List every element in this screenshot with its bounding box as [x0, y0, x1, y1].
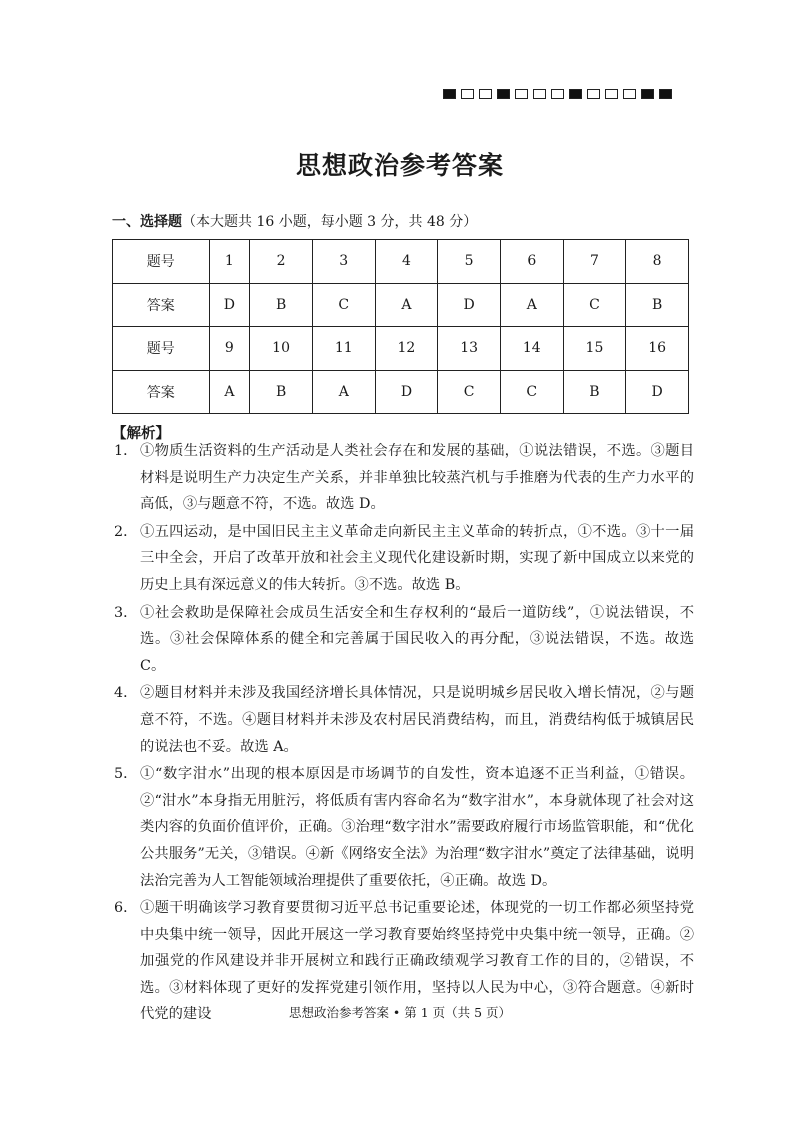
page-title: 思想政治参考答案	[295, 151, 504, 180]
filled-square-mark	[443, 89, 456, 99]
row-header-cell: 答案	[113, 370, 210, 414]
table-cell: B	[563, 370, 626, 414]
header-marks	[443, 89, 672, 99]
filled-square-mark	[497, 89, 510, 99]
table-cell: C	[312, 283, 375, 327]
empty-square-mark	[533, 89, 546, 99]
table-cell: 7	[563, 240, 626, 284]
answer-row	[113, 283, 689, 327]
filled-square-mark	[641, 89, 654, 99]
table-cell: 6	[500, 240, 563, 284]
table-cell: 4	[375, 240, 438, 284]
table-cell: D	[375, 370, 438, 414]
section-heading	[112, 211, 477, 231]
item-text: ①“数字泔水”出现的根本原因是市场调节的自发性，资本追逐不正当利益，①错误。②“泔水”本身指无用脏污，将低质有害内容命名为“数字泔水”，本身就体现了社会对这类内容的负面价值评价，正确。③治理“数字泔水”需要政府履行市场监管职能，和“优化公共服务”无关，③错误。④新《网络安全法》为治理“数字泔水”奠定了法律基础，说明法治完善为人工智能领域治理提供了重要依托，④正确。故选 D。	[140, 766, 694, 889]
item-number: 5．	[114, 766, 138, 783]
empty-square-mark	[461, 89, 474, 99]
filled-square-mark	[659, 89, 672, 99]
list-item	[114, 761, 694, 894]
row-header-cell: 答案	[113, 283, 210, 327]
list-item	[114, 600, 694, 680]
table-cell: 15	[563, 327, 626, 371]
table-cell: 5	[438, 240, 501, 284]
table-cell: 14	[500, 327, 563, 371]
item-number: 1．	[114, 443, 138, 459]
table-cell: 8	[626, 240, 689, 284]
table-cell: 13	[438, 327, 501, 371]
empty-square-mark	[479, 89, 492, 99]
item-number: 3．	[114, 604, 138, 621]
row-header-cell: 题号	[113, 327, 210, 371]
table-cell: A	[375, 283, 438, 327]
table-cell: D	[209, 283, 250, 327]
list-item	[114, 680, 694, 760]
analysis-list	[114, 437, 694, 1028]
table-cell: 16	[626, 327, 689, 371]
empty-square-mark	[515, 89, 528, 99]
table-cell: 1	[209, 240, 250, 284]
table-cell: A	[312, 370, 375, 414]
list-item	[114, 519, 694, 599]
page-footer: 思想政治参考答案 • 第 1 页（共 5 页）	[288, 1005, 512, 1020]
item-text: ①物质生活资料的生产活动是人类社会存在和发展的基础，①说法错误，不选。③题目材料是说明生产力决定生产关系，并非单独比较蒸汽机与手推磨为代表的生产力水平的高低，③与题意不符，不选。故选 D。	[140, 443, 694, 513]
table-cell: A	[500, 283, 563, 327]
question-number-row	[113, 240, 689, 284]
question-number-row	[113, 327, 689, 371]
answer-row	[113, 370, 689, 414]
table-cell: 2	[250, 240, 313, 284]
table-cell: 12	[375, 327, 438, 371]
empty-square-mark	[587, 89, 600, 99]
table-cell: 9	[209, 327, 250, 371]
item-text: ②题目材料并未涉及我国经济增长具体情况，只是说明城乡居民收入增长情况，②与题意不符，不选。④题目材料并未涉及农村居民消费结构，而且，消费结构低于城镇居民的说法也不妥。故选 A。	[140, 685, 694, 755]
table-cell: 3	[312, 240, 375, 284]
row-header-cell: 题号	[113, 240, 210, 284]
empty-square-mark	[551, 89, 564, 99]
table-cell: C	[563, 283, 626, 327]
answer-table	[112, 239, 689, 414]
table-cell: B	[250, 370, 313, 414]
empty-square-mark	[605, 89, 618, 99]
item-number: 2．	[114, 523, 138, 540]
table-cell: B	[626, 283, 689, 327]
section-note: （本大题共 16 小题，每小题 3 分，共 48 分）	[182, 214, 478, 230]
analysis-heading: 【解析】	[112, 425, 170, 442]
item-number: 4．	[114, 685, 138, 702]
filled-square-mark	[569, 89, 582, 99]
table-cell: 10	[250, 327, 313, 371]
table-cell: C	[500, 370, 563, 414]
table-cell: D	[626, 370, 689, 414]
empty-square-mark	[623, 89, 636, 99]
section-label: 一、选择题	[112, 214, 182, 230]
table-cell: B	[250, 283, 313, 327]
table-cell: 11	[312, 327, 375, 371]
list-item	[114, 438, 694, 518]
table-cell: D	[438, 283, 501, 327]
table-cell: C	[438, 370, 501, 414]
item-text: ①题干明确该学习教育要贯彻习近平总书记重要论述，体现党的一切工作都必须坚持党中央集中统一领导，因此开展这一学习教育要始终坚持党中央集中统一领导，正确。②加强党的作风建设并非开展树立和践行正确政绩观学习教育工作的目的，②错误，不选。③材料体现了更好的发挥党建引领作用，坚持以人民为中心，③符合题意。④新时代党的建设	[140, 900, 694, 1023]
table-cell: A	[209, 370, 250, 414]
item-number: 6．	[114, 900, 138, 917]
item-text: ①社会救助是保障社会成员生活安全和生存权利的“最后一道防线”，①说法错误，不选。③社会保障体系的健全和完善属于国民收入的再分配，③说法错误，不选。故选 C。	[140, 604, 694, 674]
item-text: ①五四运动，是中国旧民主主义革命走向新民主主义革命的转折点，①不选。③十一届三中全会，开启了改革开放和社会主义现代化建设新时期，实现了新中国成立以来党的历史上具有深远意义的伟大转折。③不选。故选 B。	[140, 523, 694, 593]
